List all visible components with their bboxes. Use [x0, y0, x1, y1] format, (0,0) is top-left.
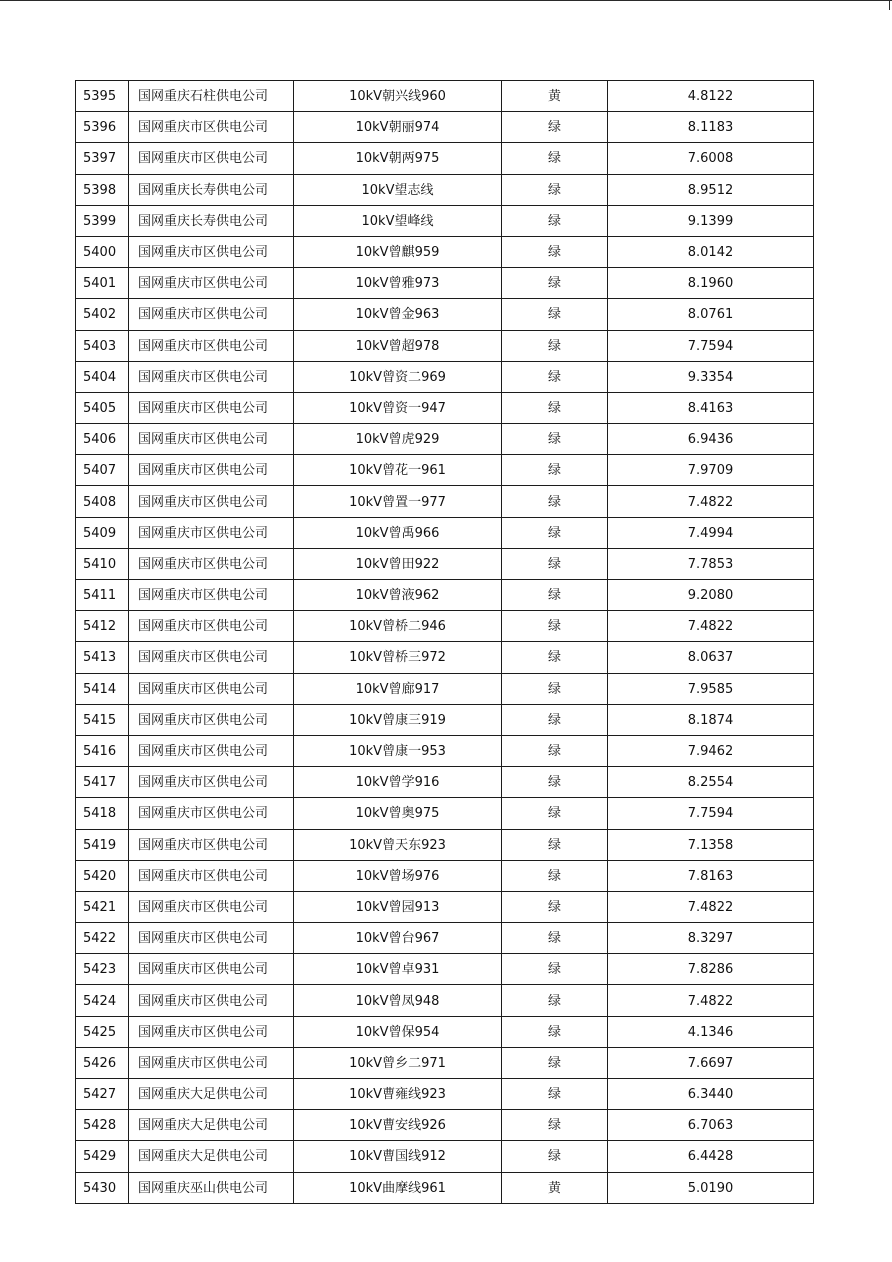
- table-row: [76, 829, 814, 860]
- value-cell: 6.9436: [608, 424, 814, 455]
- line-name-cell: 10kV曾花一961: [294, 455, 502, 486]
- company-cell: 国网重庆市区供电公司: [129, 236, 294, 267]
- table-row: [76, 580, 814, 611]
- line-name-cell: 10kV曾麒959: [294, 236, 502, 267]
- company-cell: 国网重庆市区供电公司: [129, 548, 294, 579]
- level-cell: 绿: [502, 1110, 608, 1141]
- row-number-cell: 5402: [76, 299, 129, 330]
- row-number-cell: 5396: [76, 112, 129, 143]
- row-number-cell: 5397: [76, 143, 129, 174]
- company-cell: 国网重庆市区供电公司: [129, 517, 294, 548]
- line-name-cell: 10kV曾天东923: [294, 829, 502, 860]
- company-cell: 国网重庆市区供电公司: [129, 860, 294, 891]
- company-cell: 国网重庆长寿供电公司: [129, 205, 294, 236]
- value-cell: 7.7594: [608, 330, 814, 361]
- value-cell: 7.7853: [608, 548, 814, 579]
- line-name-cell: 10kV曹雍线923: [294, 1079, 502, 1110]
- row-number-cell: 5409: [76, 517, 129, 548]
- table-row: [76, 673, 814, 704]
- level-cell: 绿: [502, 392, 608, 423]
- company-cell: 国网重庆市区供电公司: [129, 735, 294, 766]
- value-cell: 8.0637: [608, 642, 814, 673]
- row-number-cell: 5416: [76, 735, 129, 766]
- company-cell: 国网重庆市区供电公司: [129, 985, 294, 1016]
- line-name-cell: 10kV曾资二969: [294, 361, 502, 392]
- table-row: [76, 455, 814, 486]
- company-cell: 国网重庆市区供电公司: [129, 704, 294, 735]
- table-row: [76, 860, 814, 891]
- line-name-cell: 10kV望志线: [294, 174, 502, 205]
- row-number-cell: 5430: [76, 1172, 129, 1203]
- value-cell: 7.9462: [608, 735, 814, 766]
- row-number-cell: 5395: [76, 81, 129, 112]
- table-row: [76, 548, 814, 579]
- table-row: [76, 517, 814, 548]
- table-row: [76, 268, 814, 299]
- company-cell: 国网重庆市区供电公司: [129, 673, 294, 704]
- company-cell: 国网重庆市区供电公司: [129, 829, 294, 860]
- line-name-cell: 10kV朝兴线960: [294, 81, 502, 112]
- row-number-cell: 5417: [76, 767, 129, 798]
- row-number-cell: 5422: [76, 923, 129, 954]
- value-cell: 6.4428: [608, 1141, 814, 1172]
- company-cell: 国网重庆巫山供电公司: [129, 1172, 294, 1203]
- row-number-cell: 5420: [76, 860, 129, 891]
- level-cell: 绿: [502, 611, 608, 642]
- company-cell: 国网重庆市区供电公司: [129, 1047, 294, 1078]
- table-row: [76, 1110, 814, 1141]
- table-row: [76, 205, 814, 236]
- value-cell: 7.4994: [608, 517, 814, 548]
- company-cell: 国网重庆市区供电公司: [129, 1016, 294, 1047]
- company-cell: 国网重庆市区供电公司: [129, 112, 294, 143]
- table-row: [76, 424, 814, 455]
- page-top-border: [0, 0, 892, 1]
- table-row: [76, 174, 814, 205]
- line-name-cell: 10kV望峰线: [294, 205, 502, 236]
- level-cell: 绿: [502, 112, 608, 143]
- table-row: [76, 1172, 814, 1203]
- value-cell: 6.7063: [608, 1110, 814, 1141]
- line-name-cell: 10kV曾卓931: [294, 954, 502, 985]
- table-row: [76, 954, 814, 985]
- row-number-cell: 5408: [76, 486, 129, 517]
- table-row: [76, 81, 814, 112]
- table-body: [76, 81, 814, 1204]
- row-number-cell: 5405: [76, 392, 129, 423]
- line-name-cell: 10kV曾虎929: [294, 424, 502, 455]
- level-cell: 绿: [502, 299, 608, 330]
- row-number-cell: 5427: [76, 1079, 129, 1110]
- row-number-cell: 5399: [76, 205, 129, 236]
- table-row: [76, 923, 814, 954]
- level-cell: 绿: [502, 1016, 608, 1047]
- table-row: [76, 1079, 814, 1110]
- company-cell: 国网重庆市区供电公司: [129, 923, 294, 954]
- row-number-cell: 5407: [76, 455, 129, 486]
- row-number-cell: 5404: [76, 361, 129, 392]
- company-cell: 国网重庆市区供电公司: [129, 486, 294, 517]
- company-cell: 国网重庆石柱供电公司: [129, 81, 294, 112]
- company-cell: 国网重庆市区供电公司: [129, 143, 294, 174]
- level-cell: 绿: [502, 954, 608, 985]
- line-name-cell: 10kV曹国线912: [294, 1141, 502, 1172]
- row-number-cell: 5418: [76, 798, 129, 829]
- table-row: [76, 1141, 814, 1172]
- page-right-border: [889, 0, 890, 10]
- company-cell: 国网重庆市区供电公司: [129, 268, 294, 299]
- level-cell: 绿: [502, 1047, 608, 1078]
- table-row: [76, 798, 814, 829]
- value-cell: 9.1399: [608, 205, 814, 236]
- company-cell: 国网重庆市区供电公司: [129, 642, 294, 673]
- value-cell: 7.4822: [608, 985, 814, 1016]
- table-row: [76, 392, 814, 423]
- level-cell: 绿: [502, 923, 608, 954]
- table-row: [76, 985, 814, 1016]
- level-cell: 绿: [502, 548, 608, 579]
- line-name-cell: 10kV曾场976: [294, 860, 502, 891]
- row-number-cell: 5425: [76, 1016, 129, 1047]
- level-cell: 绿: [502, 486, 608, 517]
- line-name-cell: 10kV曾康三919: [294, 704, 502, 735]
- level-cell: 黄: [502, 81, 608, 112]
- line-name-cell: 10kV曾超978: [294, 330, 502, 361]
- company-cell: 国网重庆市区供电公司: [129, 767, 294, 798]
- table-row: [76, 299, 814, 330]
- level-cell: 绿: [502, 798, 608, 829]
- level-cell: 绿: [502, 860, 608, 891]
- company-cell: 国网重庆市区供电公司: [129, 798, 294, 829]
- table-row: [76, 143, 814, 174]
- row-number-cell: 5428: [76, 1110, 129, 1141]
- level-cell: 黄: [502, 1172, 608, 1203]
- line-name-cell: 10kV朝丽974: [294, 112, 502, 143]
- level-cell: 绿: [502, 174, 608, 205]
- row-number-cell: 5411: [76, 580, 129, 611]
- row-number-cell: 5410: [76, 548, 129, 579]
- level-cell: 绿: [502, 580, 608, 611]
- row-number-cell: 5419: [76, 829, 129, 860]
- line-name-cell: 10kV曾液962: [294, 580, 502, 611]
- company-cell: 国网重庆大足供电公司: [129, 1110, 294, 1141]
- value-cell: 7.4822: [608, 891, 814, 922]
- row-number-cell: 5424: [76, 985, 129, 1016]
- value-cell: 5.0190: [608, 1172, 814, 1203]
- table-row: [76, 236, 814, 267]
- line-name-cell: 10kV曾保954: [294, 1016, 502, 1047]
- row-number-cell: 5401: [76, 268, 129, 299]
- level-cell: 绿: [502, 829, 608, 860]
- value-cell: 9.3354: [608, 361, 814, 392]
- company-cell: 国网重庆市区供电公司: [129, 580, 294, 611]
- company-cell: 国网重庆市区供电公司: [129, 299, 294, 330]
- table-row: [76, 642, 814, 673]
- value-cell: 7.1358: [608, 829, 814, 860]
- line-name-cell: 10kV曾置一977: [294, 486, 502, 517]
- table-row: [76, 611, 814, 642]
- level-cell: 绿: [502, 268, 608, 299]
- company-cell: 国网重庆市区供电公司: [129, 891, 294, 922]
- line-name-cell: 10kV曲摩线961: [294, 1172, 502, 1203]
- row-number-cell: 5423: [76, 954, 129, 985]
- value-cell: 7.6697: [608, 1047, 814, 1078]
- line-name-cell: 10kV朝两975: [294, 143, 502, 174]
- table-row: [76, 361, 814, 392]
- value-cell: 7.4822: [608, 486, 814, 517]
- row-number-cell: 5421: [76, 891, 129, 922]
- row-number-cell: 5413: [76, 642, 129, 673]
- level-cell: 绿: [502, 1141, 608, 1172]
- value-cell: 7.4822: [608, 611, 814, 642]
- value-cell: 4.1346: [608, 1016, 814, 1047]
- value-cell: 8.0761: [608, 299, 814, 330]
- level-cell: 绿: [502, 143, 608, 174]
- line-name-cell: 10kV曾桥三972: [294, 642, 502, 673]
- table-row: [76, 767, 814, 798]
- value-cell: 7.9585: [608, 673, 814, 704]
- value-cell: 8.3297: [608, 923, 814, 954]
- value-cell: 7.8286: [608, 954, 814, 985]
- level-cell: 绿: [502, 205, 608, 236]
- line-name-cell: 10kV曾禹966: [294, 517, 502, 548]
- value-cell: 8.4163: [608, 392, 814, 423]
- level-cell: 绿: [502, 330, 608, 361]
- line-name-cell: 10kV曾资一947: [294, 392, 502, 423]
- table-row: [76, 1016, 814, 1047]
- line-name-cell: 10kV曾金963: [294, 299, 502, 330]
- line-name-cell: 10kV曾田922: [294, 548, 502, 579]
- value-cell: 8.1960: [608, 268, 814, 299]
- level-cell: 绿: [502, 361, 608, 392]
- level-cell: 绿: [502, 985, 608, 1016]
- value-cell: 7.8163: [608, 860, 814, 891]
- value-cell: 6.3440: [608, 1079, 814, 1110]
- row-number-cell: 5406: [76, 424, 129, 455]
- line-name-cell: 10kV曾乡二971: [294, 1047, 502, 1078]
- value-cell: 8.1874: [608, 704, 814, 735]
- company-cell: 国网重庆大足供电公司: [129, 1141, 294, 1172]
- table-row: [76, 704, 814, 735]
- row-number-cell: 5412: [76, 611, 129, 642]
- level-cell: 绿: [502, 673, 608, 704]
- row-number-cell: 5426: [76, 1047, 129, 1078]
- value-cell: 4.8122: [608, 81, 814, 112]
- row-number-cell: 5414: [76, 673, 129, 704]
- line-name-cell: 10kV曹安线926: [294, 1110, 502, 1141]
- table-row: [76, 735, 814, 766]
- company-cell: 国网重庆市区供电公司: [129, 424, 294, 455]
- company-cell: 国网重庆大足供电公司: [129, 1079, 294, 1110]
- table-row: [76, 112, 814, 143]
- value-cell: 8.2554: [608, 767, 814, 798]
- company-cell: 国网重庆市区供电公司: [129, 392, 294, 423]
- line-name-cell: 10kV曾园913: [294, 891, 502, 922]
- value-cell: 9.2080: [608, 580, 814, 611]
- level-cell: 绿: [502, 1079, 608, 1110]
- value-cell: 8.9512: [608, 174, 814, 205]
- line-name-cell: 10kV曾奥975: [294, 798, 502, 829]
- line-name-cell: 10kV曾雅973: [294, 268, 502, 299]
- line-name-cell: 10kV曾廊917: [294, 673, 502, 704]
- value-cell: 8.0142: [608, 236, 814, 267]
- level-cell: 绿: [502, 517, 608, 548]
- value-cell: 8.1183: [608, 112, 814, 143]
- level-cell: 绿: [502, 891, 608, 922]
- row-number-cell: 5429: [76, 1141, 129, 1172]
- level-cell: 绿: [502, 236, 608, 267]
- value-cell: 7.9709: [608, 455, 814, 486]
- level-cell: 绿: [502, 642, 608, 673]
- company-cell: 国网重庆市区供电公司: [129, 455, 294, 486]
- level-cell: 绿: [502, 455, 608, 486]
- company-cell: 国网重庆长寿供电公司: [129, 174, 294, 205]
- level-cell: 绿: [502, 424, 608, 455]
- level-cell: 绿: [502, 735, 608, 766]
- company-cell: 国网重庆市区供电公司: [129, 611, 294, 642]
- line-name-cell: 10kV曾康一953: [294, 735, 502, 766]
- company-cell: 国网重庆市区供电公司: [129, 361, 294, 392]
- line-name-cell: 10kV曾学916: [294, 767, 502, 798]
- company-cell: 国网重庆市区供电公司: [129, 954, 294, 985]
- value-cell: 7.6008: [608, 143, 814, 174]
- row-number-cell: 5415: [76, 704, 129, 735]
- value-cell: 7.7594: [608, 798, 814, 829]
- company-cell: 国网重庆市区供电公司: [129, 330, 294, 361]
- line-name-cell: 10kV曾凤948: [294, 985, 502, 1016]
- line-name-cell: 10kV曾桥二946: [294, 611, 502, 642]
- data-table: [75, 80, 814, 1204]
- level-cell: 绿: [502, 767, 608, 798]
- table-row: [76, 330, 814, 361]
- row-number-cell: 5403: [76, 330, 129, 361]
- row-number-cell: 5400: [76, 236, 129, 267]
- table-row: [76, 891, 814, 922]
- table-row: [76, 486, 814, 517]
- table-row: [76, 1047, 814, 1078]
- row-number-cell: 5398: [76, 174, 129, 205]
- line-name-cell: 10kV曾台967: [294, 923, 502, 954]
- level-cell: 绿: [502, 704, 608, 735]
